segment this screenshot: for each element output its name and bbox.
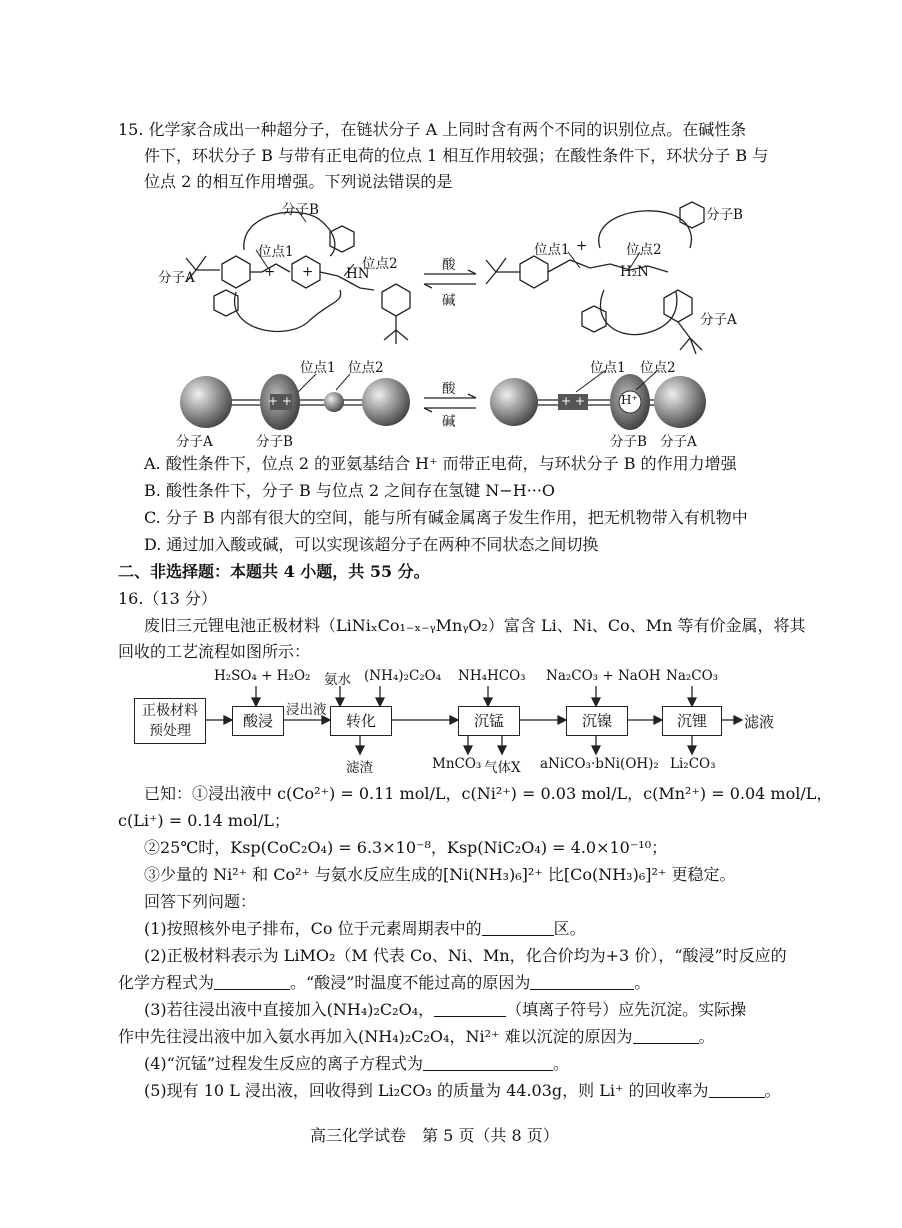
q16-part4-end: 。 [553, 1054, 570, 1073]
answer-prompt: 回答下列问题： [144, 892, 257, 911]
box-pretreatment-line2: 预处理 [149, 723, 191, 739]
answer-blank-4[interactable] [423, 1054, 553, 1071]
known-2: ②25℃时，Ksp(CoC₂O₄) = 6.3×10⁻⁸，Ksp(NiC₂O₄) = 4.0×10⁻¹⁰； [144, 838, 668, 857]
q16-part3-end: 。 [698, 1027, 715, 1046]
label-molecule-b-bottom-left: 分子B [256, 434, 293, 450]
q16-header: 16.（13 分） [118, 589, 217, 608]
label-site2-bottom-left: 位点2 [348, 360, 384, 376]
label-plusplus-left: + + [268, 394, 292, 408]
q15-line3: 位点 2 的相互作用增强。下列说法错误的是 [144, 172, 453, 191]
label-molecule-a-bottom-right: 分子A [660, 434, 697, 450]
box-pretreatment-line1: 正极材料 [142, 703, 198, 719]
q16-part3-text-b: （填离子符号）应先沉淀。实际操 [506, 1000, 747, 1019]
label-site2-right: 位点2 [626, 242, 662, 258]
q16-part2-text-a: 化学方程式为 [118, 973, 215, 992]
label-site2-bottom-right: 位点2 [640, 360, 676, 376]
output-nickel-carbonate: aNiCO₃·bNi(OH)₂ [540, 756, 659, 772]
q16-part5-end: 。 [764, 1081, 781, 1100]
answer-blank-3b[interactable] [633, 1027, 699, 1044]
label-molecule-b-left: 分子B [282, 202, 319, 218]
q15-option-b: B. 酸性条件下，分子 B 与位点 2 之间存在氢键 N−H···O [144, 481, 556, 500]
q16-part3-text-a: (3)若往浸出液中直接加入(NH₄)₂C₂O₄， [144, 1000, 435, 1019]
box-mn-precipitation: 沉锰 [458, 706, 520, 736]
box-li-precipitation: 沉锂 [662, 706, 722, 736]
q15-option-c: C. 分子 B 内部有很大的空间，能与所有碱金属离子发生作用，把无机物带入有机物中 [144, 508, 748, 527]
label-plusplus-right: + + [561, 394, 585, 408]
output-residue: 滤渣 [346, 760, 373, 776]
label-h2n: H₂N [620, 264, 649, 280]
box-conversion: 转化 [330, 706, 392, 736]
label-site1-left: 位点1 [258, 244, 294, 260]
page-footer: 高三化学试卷 第 5 页（共 8 页） [310, 1126, 559, 1145]
label-plus-1: + [264, 264, 276, 280]
label-base-bottom: 碱 [442, 414, 456, 430]
section-heading: 二、非选择题：本题共 4 小题，共 55 分。 [118, 562, 430, 581]
label-molecule-a-right: 分子A [700, 312, 737, 328]
box-pretreatment [134, 698, 206, 744]
q16-part3-text-c: 作中先往浸出液中加入氨水再加入(NH₄)₂C₂O₄，Ni²⁺ 难以沉淀的原因为 [118, 1027, 633, 1046]
q16-intro-line2: 回收的工艺流程如图所示： [118, 642, 311, 661]
answer-blank-1[interactable] [482, 919, 554, 936]
label-site2-left: 位点2 [362, 256, 398, 272]
label-acid-bottom: 酸 [442, 381, 456, 397]
answer-blank-5[interactable] [709, 1081, 765, 1098]
label-site1-right: 位点1 [534, 242, 570, 258]
label-hplus: H⁺ [621, 393, 638, 407]
q16-part3-line1 [144, 998, 746, 1022]
reagent-oxalate: (NH₄)₂C₂O₄ [364, 668, 442, 684]
label-plus-2: + [302, 264, 314, 280]
q16-part2-text-b: 。“酸浸”时温度不能过高的原因为 [290, 973, 531, 992]
known-3: ③少量的 Ni²⁺ 和 Co²⁺ 与氨水反应生成的[Ni(NH₃)₆]²⁺ 比[Co(NH₃)₆]²⁺ 更稳定。 [144, 865, 736, 884]
answer-blank-3a[interactable] [434, 1000, 506, 1017]
label-molecule-a-bottom-left: 分子A [176, 434, 213, 450]
label-hn: HN [346, 266, 370, 282]
q15-option-d: D. 通过加入酸或碱，可以实现该超分子在两种不同状态之间切换 [144, 535, 599, 554]
reagent-ammonia: 氨水 [324, 672, 351, 688]
label-filtrate: 滤液 [744, 713, 775, 731]
output-li2co3: Li₂CO₃ [670, 756, 716, 772]
q16-part4-text: (4)“沉锰”过程发生反应的离子方程式为 [144, 1054, 424, 1073]
q16-part2-line2 [118, 971, 650, 995]
label-site1-bottom-left: 位点1 [300, 360, 336, 376]
answer-blank-2a[interactable] [214, 973, 290, 990]
q16-part1 [144, 917, 586, 941]
reagent-na2co3: Na₂CO₃ [666, 668, 719, 684]
label-molecule-b-right: 分子B [706, 207, 743, 223]
box-ni-precipitation: 沉镍 [566, 706, 628, 736]
reagent-nh4hco3: NH₄HCO₃ [458, 668, 526, 684]
q16-part2-end: 。 [634, 973, 651, 992]
reagent-na2co3-naoh: Na₂CO₃ + NaOH [546, 668, 661, 684]
q16-part4 [144, 1052, 569, 1076]
q16-part5-text: (5)现有 10 L 浸出液，回收得到 Li₂CO₃ 的质量为 44.03g，则 Li⁺ 的回收率为 [144, 1081, 709, 1100]
q15-line2: 件下，环状分子 B 与带有正电荷的位点 1 相互作用较强；在酸性条件下，环状分子 B 与 [144, 146, 769, 165]
label-molecule-a-left: 分子A [158, 270, 195, 286]
known-1: 已知：①浸出液中 c(Co²⁺) = 0.11 mol/L，c(Ni²⁺) = 0.03 mol/L，c(Mn²⁺) = 0.04 mol/L， [144, 784, 833, 803]
q16-part1-end: 区。 [553, 919, 586, 938]
output-gas-x: 气体X [484, 760, 521, 776]
q16-intro-line1: 废旧三元锂电池正极材料（LiNiₓCo₁₋ₓ₋ᵧMnᵧO₂）富含 Li、Ni、Co、Mn 等有价金属，将其 [144, 616, 806, 635]
known-1-cont: c(Li⁺) = 0.14 mol/L； [118, 811, 290, 830]
q16-part3-line2 [118, 1025, 715, 1049]
label-leachate: 浸出液 [286, 702, 327, 718]
answer-blank-2b[interactable] [530, 973, 634, 990]
q16-part5 [144, 1079, 781, 1103]
q15-option-a: A. 酸性条件下，位点 2 的亚氨基结合 H⁺ 而带正电荷，与环状分子 B 的作用力增强 [144, 454, 737, 473]
output-mnco3: MnCO₃ [432, 756, 482, 772]
label-plus-3: + [576, 238, 588, 254]
q15-line1: 15. 化学家合成出一种超分子，在链状分子 A 上同时含有两个不同的识别位点。在碱性条 [118, 120, 747, 139]
box-acid-leach: 酸浸 [232, 706, 284, 736]
q16-part2-line1: (2)正极材料表示为 LiMO₂（M 代表 Co、Ni、Mn，化合价均为+3 价），“酸浸”时反应的 [144, 946, 787, 965]
label-site1-bottom-right: 位点1 [590, 360, 626, 376]
reagent-acid-leach: H₂SO₄ + H₂O₂ [214, 668, 311, 684]
label-base-top: 碱 [442, 293, 456, 309]
q16-part1-text: (1)按照核外电子排布，Co 位于元素周期表中的 [144, 919, 482, 938]
label-acid-top: 酸 [442, 257, 456, 273]
label-molecule-b-bottom-right: 分子B [610, 434, 647, 450]
